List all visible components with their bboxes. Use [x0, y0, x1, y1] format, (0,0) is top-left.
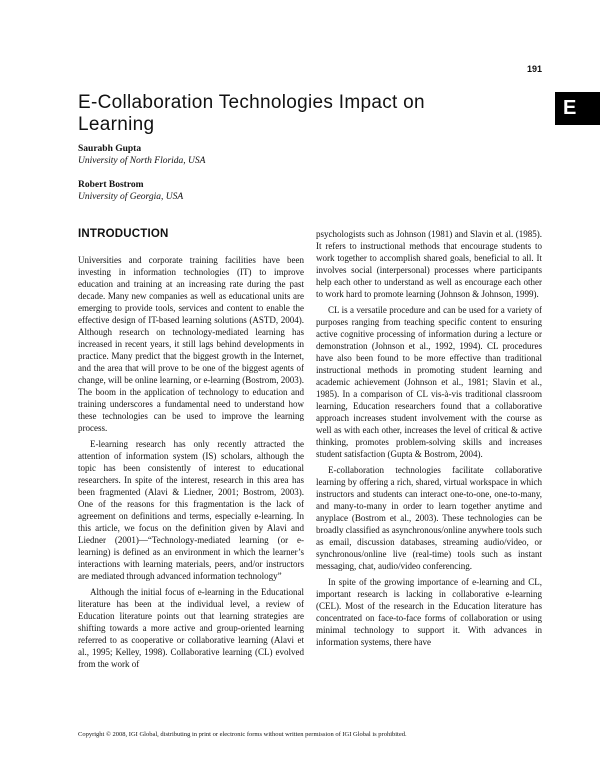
body-paragraph: psychologists such as Johnson (1981) and Slavin et al. (1985). It refers to instructional methods that encourage students to work together to accomplish shared goals, beneficial to all. It involves social (interpersonal) processes where participants help each other to understand as well as encourage each other to work hard to promote learning (Johnson & Johnson, 1999). [316, 229, 542, 299]
right-column [316, 228, 542, 652]
body-paragraph: Universities and corporate training facilities have been investing in information technologies (IT) to improve education and training at an increasing rate during the past decade. Many new companies as well as educational units are emerging to provide tools, services and content to enable the effective design of IT-based learning solutions (ASTD, 2004). Although research on technology-mediated learning has increased in recent years, it still lags behind developments in practice. Many predict that the biggest growth in the Internet, and the area that will prove to be one of the biggest agents of change, will be online learning, or e-learning (Bostrom, 2003). The boom in the application of technology to education and training underscores a fundamental need to understand how these technologies can be used to improve the learning process. [78, 255, 304, 433]
page-number: 191 [526, 64, 542, 74]
body-paragraph: CL is a versatile procedure and can be used for a variety of purposes ranging from teaching specific content to ensuring active cognitive processing of information during a lecture or demonstration (Johnson et al., 1992, 1994). CL procedures have also been found to be more effective than traditional instructional methods in promoting student learning and academic achievement (Johnson et al., 1981; Slavin et al., 1985). In a comparison of CL vis-à-vis traditional classroom learning, Education researchers found that a collaborative approach increases student involvement with the course as well as with each other, increases the level of critical & active thinking, promotes problem-solving skills and increases student satisfaction (Gupta & Bostrom, 2004). [316, 305, 542, 459]
author-block-2 [78, 179, 328, 203]
copyright-notice: Copyright © 2008, IGI Global, distributing in print or electronic forms without written permission of IGI Global is prohibited. [78, 731, 407, 738]
left-column [78, 228, 304, 674]
author-name: Robert Bostrom [78, 180, 144, 190]
author-block-1 [78, 143, 328, 167]
body-paragraph: E-collaboration technologies facilitate collaborative learning by offering a rich, shared, virtual workspace in which instructors and students can interact one-to-one, one-to-many, and many-to-many in order to learn together anytime and anyplace (Bostrom et al., 2003). These technologies can be broadly classified as asynchronous/online anywhere tools such as email, discussion databases, streaming audio/video, or synchronous/online live (real-time) tools such as instant messaging, chat, audio/video conferencing. [316, 465, 542, 571]
author-affiliation: University of Georgia, USA [78, 192, 184, 202]
section-heading: INTRODUCTION [78, 228, 169, 240]
author-affiliation: University of North Florida, USA [78, 156, 206, 166]
article-title: E-Collaboration Technologies Impact on Learning [78, 92, 425, 135]
body-paragraph: Although the initial focus of e-learning in the Educational literature has been at the individual level, a review of Education literature points out that learning strategies are shifting towards a more active and group-oriented learning referred to as cooperative or collaborative learning (Alavi et al., 1995; Kelley, 1998). Collaborative learning (CL) evolved from the work of [78, 587, 304, 669]
section-letter-tab: E [555, 92, 600, 125]
author-name: Saurabh Gupta [78, 144, 142, 154]
body-paragraph: E-learning research has only recently attracted the attention of information system (IS) scholars, although the topic has been consistently of interest to educational researchers. In spite of the interest, research in this area has been fragmented (Alavi & Liedner, 2001; Bostrom, 2003). One of the reasons for this fragmentation is the lack of agreement on definitions and terms, especially e-learning. In this article, we focus on the definition given by Alavi and Liedner (2001)—“Technology-mediated learning (or e-learning) is defined as an environment in which the learner’s interactions with learning materials, peers, and/or instructors are mediated through advanced information technology” [78, 439, 304, 581]
body-paragraph: In spite of the growing importance of e-learning and CL, important research is lacking in collaborative e-learning (CEL). Most of the research in the Education literature has concentrated on face-to-face forms of collaboration or using minimal technology to support it. With advances in information systems, there have [316, 577, 542, 647]
